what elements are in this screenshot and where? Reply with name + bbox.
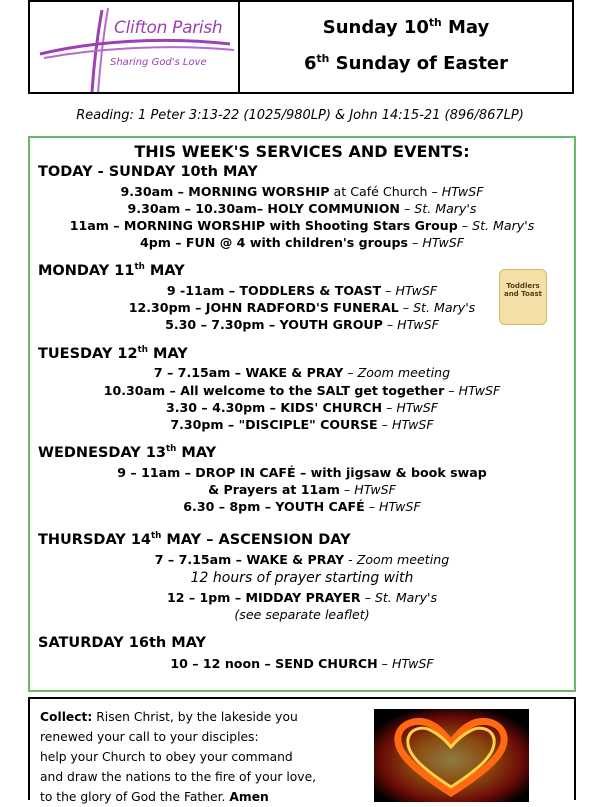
day-heading-monday: MONDAY 11th MAY: [38, 262, 185, 279]
event-line: 9.30am – MORNING WORSHIP at Café Church – HTwSF: [120, 184, 484, 199]
reading-line: Reading: 1 Peter 3:13-22 (1025/980LP) & John 14:15-21 (896/867LP): [76, 108, 524, 123]
event-line: 5.30 – 7.30pm – YOUTH GROUP – HTwSF: [165, 317, 439, 332]
collect-label: Collect:: [40, 710, 93, 724]
header: [28, 0, 574, 94]
event-line: 7 – 7.15am – WAKE & PRAY - Zoom meeting: [154, 552, 450, 567]
day-heading-saturday: SATURDAY 16th MAY: [38, 635, 207, 651]
event-line: 6.30 – 8pm – YOUTH CAFÉ – HTwSF: [183, 499, 421, 514]
event-line: 9.30am – 10.30am– HOLY COMMUNION – St. Mary's: [127, 201, 477, 216]
parish-logo: [30, 2, 240, 92]
event-line: 7 – 7.15am – WAKE & PRAY – Zoom meeting: [153, 365, 451, 380]
fire-heart-image: [374, 709, 529, 802]
event-line: (see separate leaflet): [234, 607, 370, 622]
event-line: 12 – 1pm – MIDDAY PRAYER – St. Mary's: [166, 590, 438, 605]
event-line: 10.30am – All welcome to the SALT get together – HTwSF: [103, 383, 501, 398]
logo-tagline: Sharing God's Love: [110, 57, 207, 68]
day-heading-wednesday: WEDNESDAY 13th MAY: [38, 444, 217, 461]
day-heading-tuesday: TUESDAY 12th MAY: [38, 345, 188, 362]
collect-panel: [28, 697, 576, 804]
event-line: 12.30pm – JOHN RADFORD'S FUNERAL – St. Mary's: [128, 300, 476, 315]
collect-text: Collect: Risen Christ, by the lakeside you renewed your call to your disciples: help your Church to obey your command and draw the nations to the fire of your love, to the glory of God the Father. Amen: [40, 710, 317, 804]
event-line: 7.30pm – "DISCIPLE" COURSE – HTwSF: [170, 417, 434, 432]
title-box: [240, 2, 572, 92]
event-line: & Prayers at 11am – HTwSF: [208, 482, 396, 497]
day-heading-today: TODAY - SUNDAY 10th MAY: [38, 164, 258, 180]
cross-logo-icon: [30, 2, 238, 92]
event-line: 11am – MORNING WORSHIP with Shooting Stars Group – St. Mary's: [69, 218, 535, 233]
toddlers-toast-image: Toddlers and Toast: [499, 269, 547, 325]
event-line: 10 – 12 noon – SEND CHURCH – HTwSF: [170, 656, 434, 671]
page-subtitle: 6th Sunday of Easter: [303, 52, 509, 74]
day-heading-thursday: THURSDAY 14th MAY – ASCENSION DAY: [38, 531, 351, 548]
logo-name: Clifton Parish: [114, 18, 223, 38]
page-title: Sunday 10th May: [322, 16, 490, 38]
event-line: 3.30 – 4.30pm – KIDS' CHURCH – HTwSF: [165, 400, 439, 415]
events-heading: THIS WEEK'S SERVICES AND EVENTS:: [134, 142, 470, 161]
event-line: 4pm – FUN @ 4 with children's groups – HTwSF: [139, 235, 465, 250]
events-panel: [28, 136, 576, 692]
event-line: 12 hours of prayer starting with: [190, 570, 414, 586]
event-line: 9 -11am – TODDLERS & TOAST – HTwSF: [166, 283, 438, 298]
event-line: 9 – 11am – DROP IN CAFÉ – with jigsaw & book swap: [117, 465, 487, 480]
